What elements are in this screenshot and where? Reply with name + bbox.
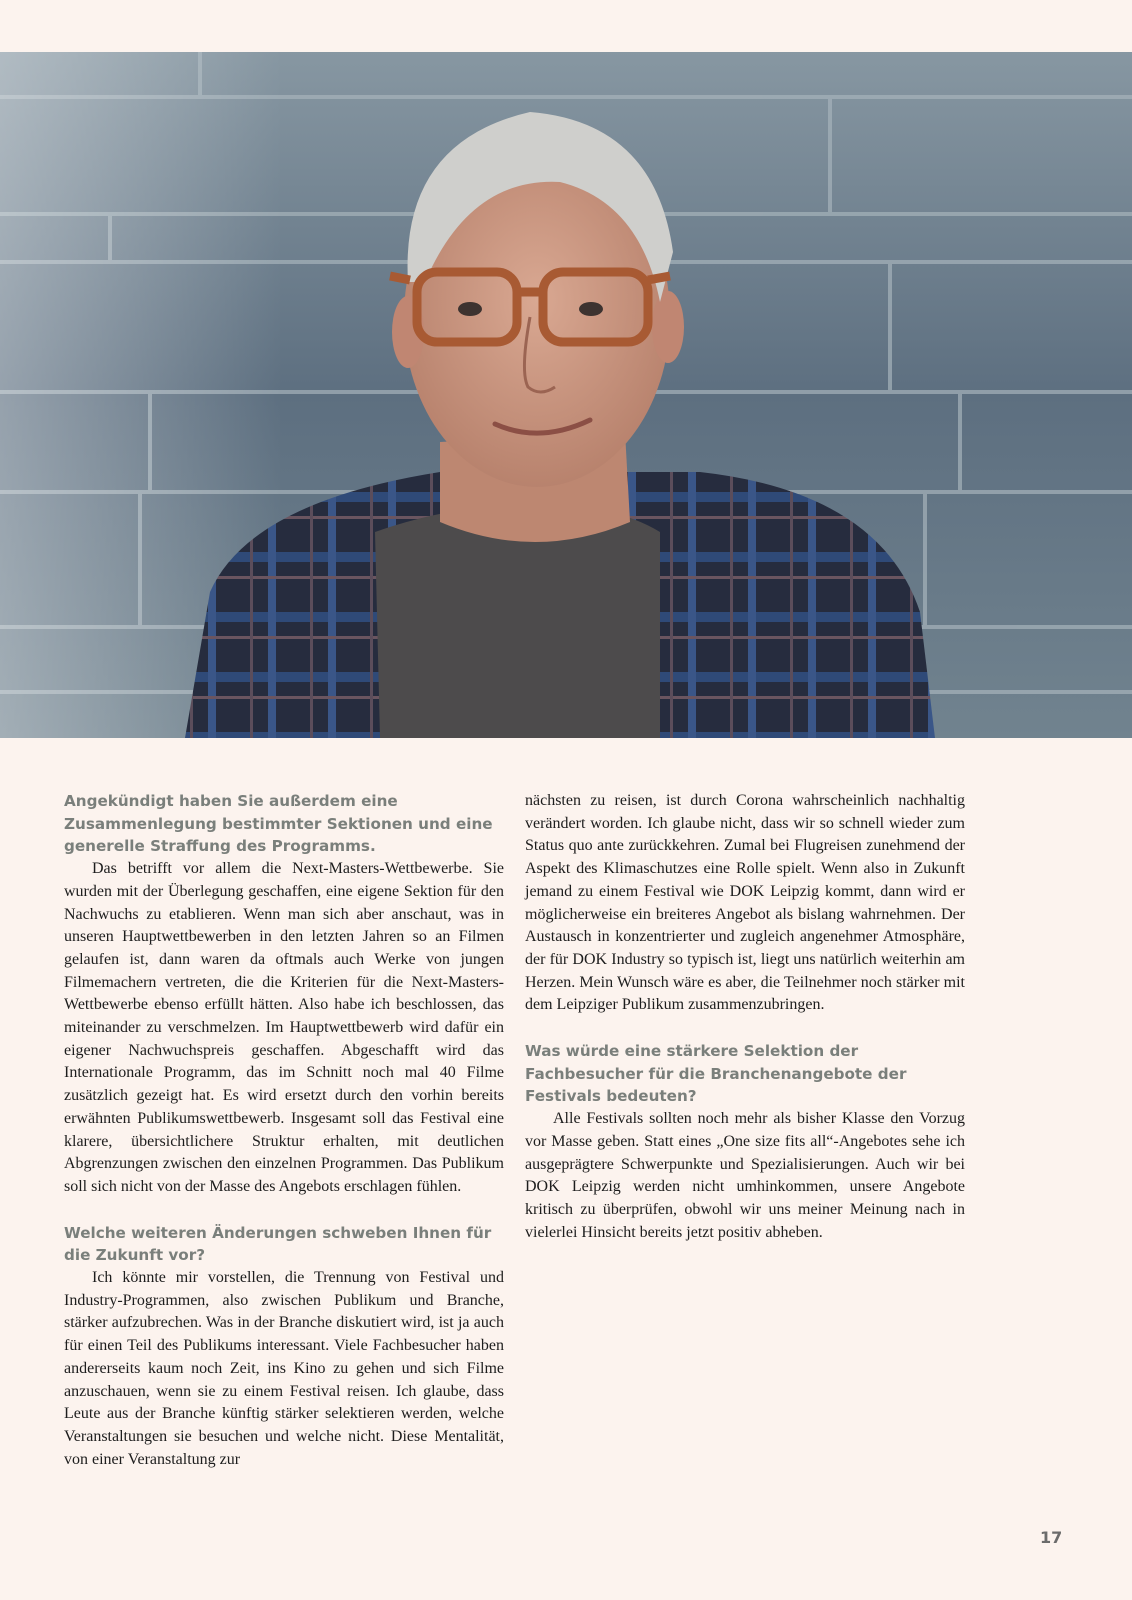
interview-question: Welche weiteren Änderungen schweben Ihnen für die Zukunft vor?: [64, 1223, 492, 1265]
interview-answer: Ich könnte mir vorstellen, die Trennung von Festival und Industry-Programmen, also zwischen Publikum und Branche, stärker aufzubrechen. Was in der Branche diskutiert wird, ist ja auch für einen Teil des Publikums interessant. Viele Fachbesucher haben andererseits kaum noch Zeit, ins Kino zu gehen und sich Filme anzuschauen, wenn sie zu einem Festival reisen. Ich glaube, dass Leute aus der Branche künftig stärker selektieren werden, welche Veranstaltungen sie besuchen und welche nicht. Diese Mentalität, von einer Veranstaltung zur: [64, 1269, 504, 1468]
interview-question: Was würde eine stärkere Selektion der Fachbesucher für die Branchenangebote der Festivals bedeuten?: [525, 1042, 907, 1106]
left-column: [64, 790, 504, 1471]
interview-question: Angekündigt haben Sie außerdem eine Zusammenlegung bestimmter Sektionen und eine generelle Straffung des Programms.: [64, 792, 493, 856]
interview-answer: Alle Festivals sollten noch mehr als bisher Klasse den Vorzug vor Masse geben. Statt eines „One size fits all“-Angebotes sehe ich ausgeprägtere Schwerpunkte und Spezialisierungen. Auch wir bei DOK Leipzig werden nicht umhinkommen, unsere Angebote kritisch zu überprüfen, obwohl wir uns meiner Meinung nach in vielerlei Hinsicht bereits jetzt positiv abheben.: [525, 1110, 965, 1241]
page-number: 17: [1040, 1528, 1063, 1547]
interview-answer-continued: nächsten zu reisen, ist durch Corona wahrscheinlich nachhaltig verändert worden. Ich glaube nicht, dass wir so schnell wieder zum Status quo ante zurückkehren. Zumal bei Flugreisen zunehmend der Aspekt des Klimaschutzes eine Rolle spielt. Wenn also in Zukunft jemand zu einem Festival wie DOK Leipzig kommt, dann wird er möglicherweise ein breiteres Angebot als bislang wahrnehmen. Der Austausch in konzentrierter und zugleich angenehmer Atmosphäre, der für DOK Industry so typisch ist, liegt uns natürlich weiterhin am Herzen. Mein Wunsch wäre es aber, die Teilnehmer noch stärker mit dem Leipziger Publikum zusammenzubringen.: [525, 792, 965, 1014]
interview-answer: Das betrifft vor allem die Next-Masters-Wettbewerbe. Sie wurden mit der Überlegung geschaffen, eine eigene Sektion für den Nachwuchs zu etablieren. Wenn man sich aber anschaut, was in unseren Hauptwettbewerben in den letzten Jahren so an Filmen gelaufen ist, dann waren da oftmals auch Werke von jungen Filmemachern vertreten, die die Kriterien für die Next-Masters-Wettbewerbe ebenso erfüllt hätten. Also habe ich beschlossen, das miteinander zu verschmelzen. Im Hauptwettbewerb wird dafür ein eigener Nachwuchspreis geschaffen. Abgeschafft wird das Internationale Programm, das im Schnitt noch mal 40 Filme zusätzlich gezeigt hat. Es wird ersetzt durch den vorhin bereits erwähnten Publikumswettbewerb. Insgesamt soll das Festival eine klarere, übersichtlichere Struktur erhalten, mit deutlichen Abgrenzungen zwischen den einzelnen Programmen. Das Publikum soll sich nicht von der Masse des Angebots erschlagen fühlen.: [64, 860, 504, 1195]
right-column: [525, 790, 965, 1244]
portrait-photo: [0, 52, 1132, 738]
